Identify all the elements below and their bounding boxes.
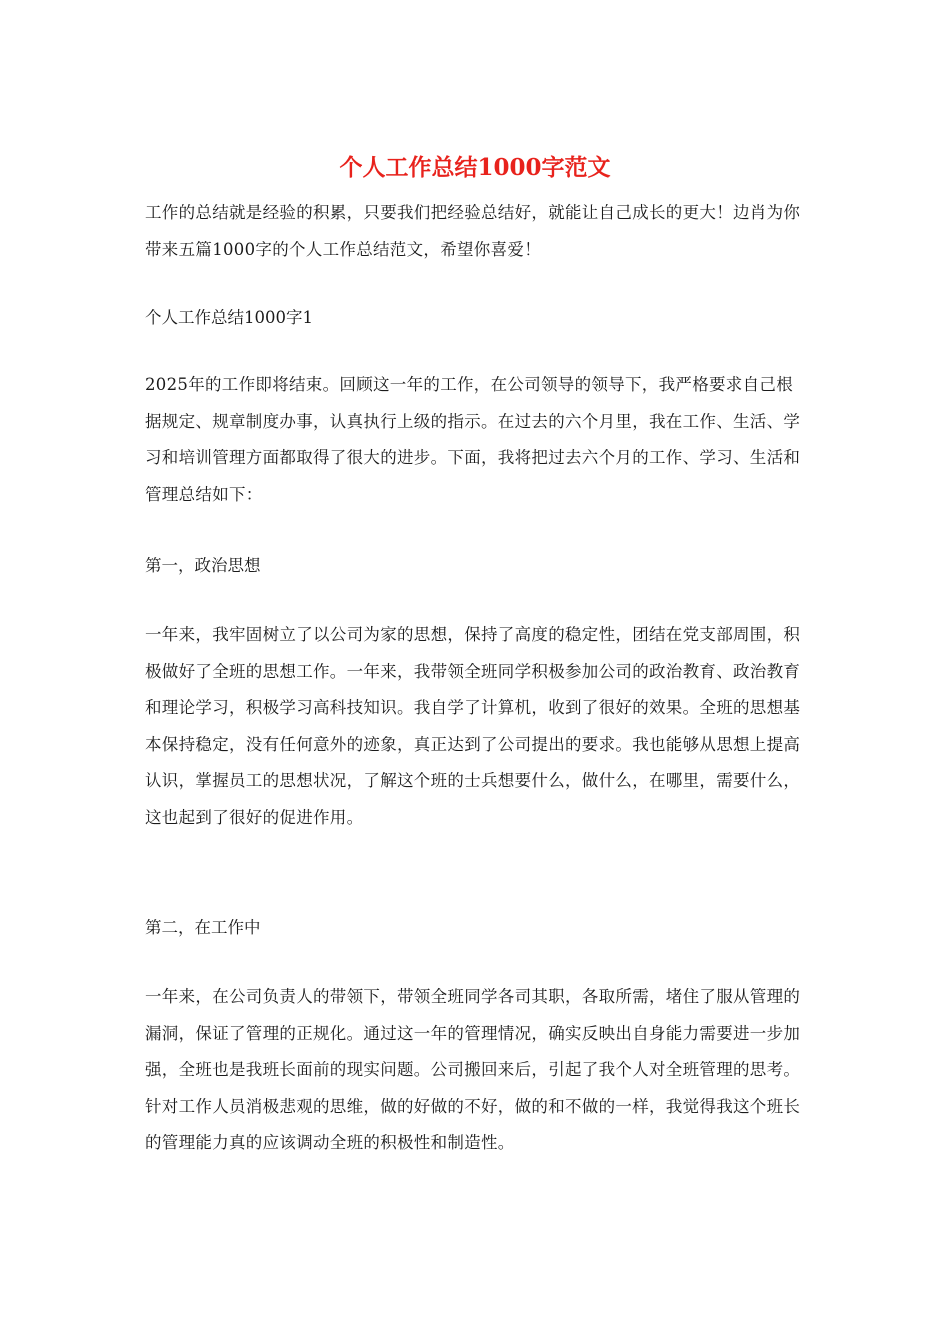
heading-work: 第二，在工作中 bbox=[145, 918, 261, 937]
heading-political: 第一，政治思想 bbox=[145, 556, 261, 575]
document-title: 个人工作总结1000字范文 bbox=[339, 154, 611, 181]
intro-paragraph: 工作的总结就是经验的积累，只要我们把经验总结好，就能让自己成长的更大！边肖为你带来五篇1000字的个人工作总结范文，希望你喜爱！ bbox=[145, 203, 801, 259]
paragraph-1: 2025年的工作即将结束。回顾这一年的工作，在公司领导的领导下，我严格要求自己根据规定、规章制度办事，认真执行上级的指示。在过去的六个月里，我在工作、生活、学习和培训管理方面都取得了很大的进步。下面，我将把过去六个月的工作、学习、生活和管理总结如下： bbox=[145, 375, 801, 504]
paragraph-3: 一年来，在公司负责人的带领下，带领全班同学各司其职，各取所需，堵住了服从管理的漏洞，保证了管理的正规化。通过这一年的管理情况，确实反映出自身能力需要进一步加强，全班也是我班长面前的现实问题。公司搬回来后，引起了我个人对全班管理的思考。针对工作人员消极悲观的思维，做的好做的不好，做的和不做的一样，我觉得我这个班长的管理能力真的应该调动全班的积极性和制造性。 bbox=[145, 987, 801, 1152]
section-title: 个人工作总结1000字1 bbox=[145, 308, 313, 327]
paragraph-2: 一年来，我牢固树立了以公司为家的思想，保持了高度的稳定性，团结在党支部周围，积极做好了全班的思想工作。一年来，我带领全班同学积极参加公司的政治教育、政治教育和理论学习，积极学习高科技知识。我自学了计算机，收到了很好的效果。全班的思想基本保持稳定，没有任何意外的迹象，真正达到了公司提出的要求。我也能够从思想上提高认识，掌握员工的思想状况，了解这个班的士兵想要什么，做什么，在哪里，需要什么，这也起到了很好的促进作用。 bbox=[145, 625, 801, 827]
